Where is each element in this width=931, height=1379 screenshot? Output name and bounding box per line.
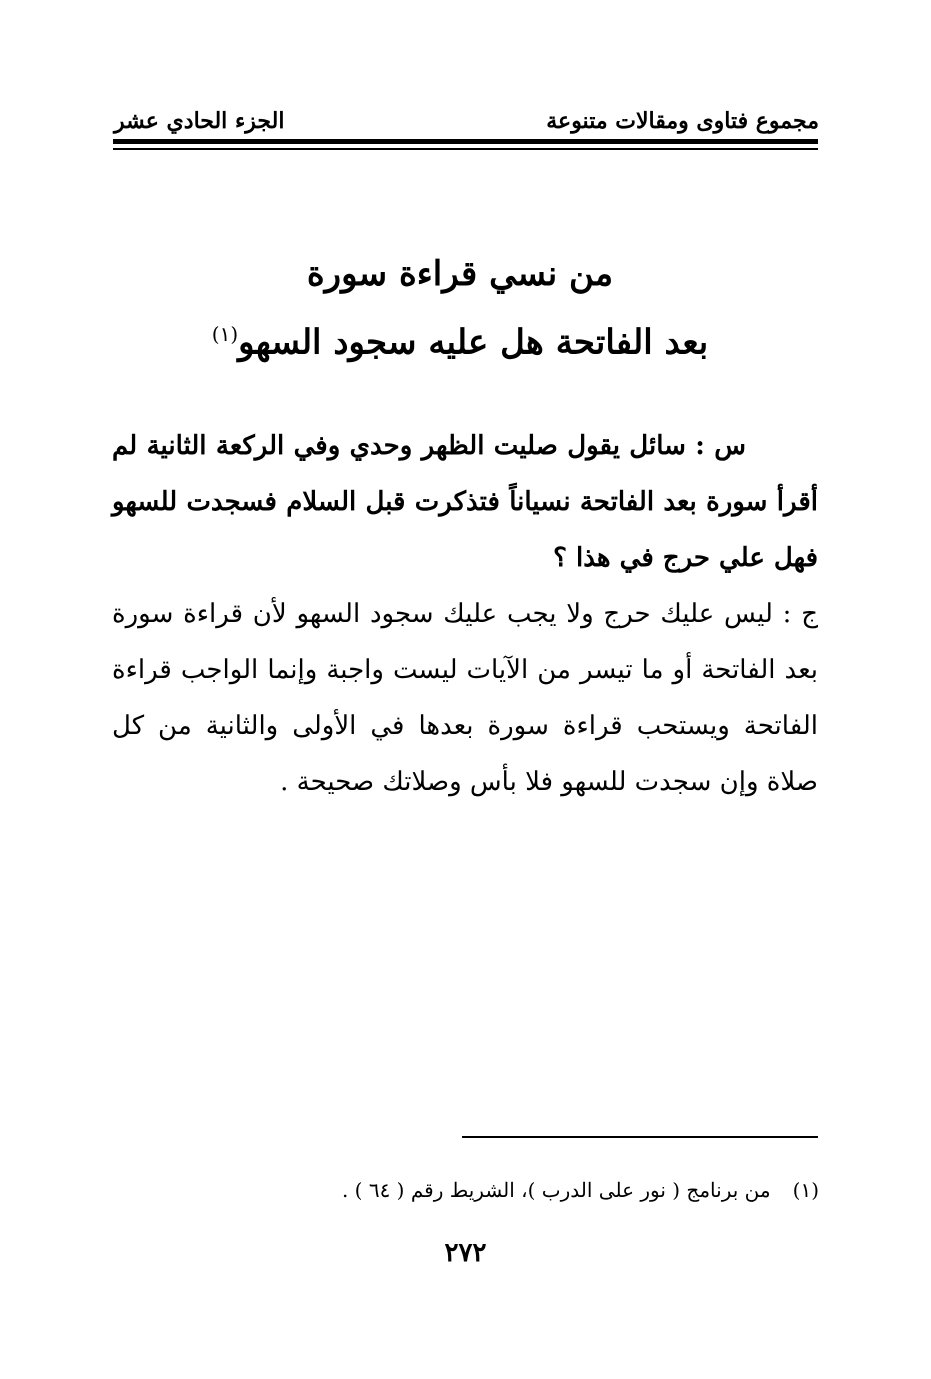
footnote-marker: (١)	[792, 1178, 819, 1202]
header-rule-thick	[113, 139, 818, 144]
article-body	[112, 418, 818, 810]
running-header-book-title: مجموع فتاوى ومقالات متنوعة	[546, 108, 819, 134]
footnote-text: من برنامج ( نور على الدرب )، الشريط رقم ( ٦٤ ) .	[341, 1178, 771, 1202]
title-line-2	[150, 304, 770, 372]
question-paragraph: س : سائل يقول صليت الظهر وحدي وفي الركعة الثانية لم أقرأ سورة بعد الفاتحة نسياناً فتذكرت قبل السلام فسجدت للسهو فهل علي حرج في هذا ؟	[112, 431, 818, 573]
title-line-1: من نسي قراءة سورة	[306, 254, 614, 294]
footnote-rule	[462, 1136, 818, 1138]
answer-paragraph	[112, 586, 818, 810]
page-number: ٢٧٢	[444, 1238, 487, 1268]
running-header-volume: الجزء الحادي عشر	[114, 108, 285, 134]
title-footnote-ref: (١)	[211, 322, 239, 346]
article-title	[150, 244, 770, 372]
footnote	[342, 1178, 819, 1202]
answer-text: ج : ليس عليك حرج ولا يجب عليك سجود السهو لأن قراءة سورة بعد الفاتحة أو ما تيسر من الآيات ليست واجبة وإنما الواجب قراءة الفاتحة ويستحب قراءة سورة بعدها في الأولى والثانية من كل صلاة وإن سجدت للسهو فلا بأس وصلاتك صحيحة .	[112, 599, 818, 797]
header-rule-thin	[113, 148, 818, 150]
title-line-2-text: بعد الفاتحة هل عليه سجود السهو	[238, 322, 709, 363]
